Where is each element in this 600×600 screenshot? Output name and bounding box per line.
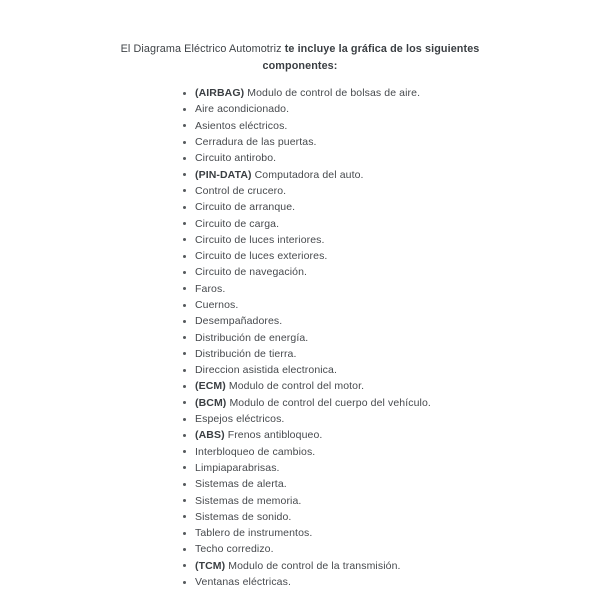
list-item <box>183 574 431 590</box>
list-item-text: Espejos eléctricos. <box>195 413 285 426</box>
list-item-bold: (PIN-DATA) <box>195 168 255 181</box>
list-item <box>183 215 431 231</box>
list-item <box>183 541 431 557</box>
list-item <box>183 166 431 182</box>
list-item-bold: (ABS) <box>195 429 228 442</box>
bullet-icon <box>183 336 186 339</box>
list-item <box>183 150 431 166</box>
list-item-text-wrap <box>195 120 287 132</box>
bullet-icon <box>183 483 186 486</box>
list-item-text-wrap <box>195 250 327 262</box>
bullet-icon <box>183 532 186 535</box>
component-list <box>183 85 431 590</box>
list-item-text: Desempañadores. <box>195 315 283 328</box>
list-item-text-wrap <box>195 169 364 181</box>
bullet-icon <box>183 173 186 176</box>
list-item <box>183 476 431 492</box>
list-item-text: Asientos eléctricos. <box>195 119 288 132</box>
bullet-icon <box>183 418 186 421</box>
list-item <box>183 558 431 574</box>
list-item-bold: (AIRBAG) <box>195 87 248 100</box>
list-item-text-wrap <box>195 234 325 246</box>
list-item <box>183 248 431 264</box>
bullet-icon <box>183 320 186 323</box>
list-item-text: Modulo de control del motor. <box>228 380 365 393</box>
list-item-text-wrap <box>195 380 364 392</box>
list-item-text-wrap <box>195 364 337 376</box>
list-item-text: Modulo de control del cuerpo del vehículo. <box>229 396 431 409</box>
list-item <box>183 183 431 199</box>
list-item <box>183 444 431 460</box>
list-item <box>183 395 431 411</box>
list-item-text: Control de crucero. <box>195 184 287 197</box>
bullet-icon <box>183 450 186 453</box>
list-item <box>183 199 431 215</box>
list-item-bold: (ECM) <box>195 380 229 393</box>
list-item <box>183 329 431 345</box>
list-item-text: Circuito de luces interiores. <box>195 233 325 246</box>
bullet-icon <box>183 287 186 290</box>
list-item-text-wrap <box>195 299 238 311</box>
list-item <box>183 134 431 150</box>
list-item-text-wrap <box>195 511 291 523</box>
list-item-text-wrap <box>195 527 312 539</box>
list-item-text: Sistemas de memoria. <box>195 494 302 507</box>
list-item-text: Limpiaparabrisas. <box>195 461 280 474</box>
list-item <box>183 297 431 313</box>
list-item-text-wrap <box>195 266 307 278</box>
list-item-bold: (TCM) <box>195 559 229 572</box>
list-item-text: Techo corredizo. <box>195 543 274 556</box>
list-item-text: Modulo de control de la transmisión. <box>228 559 401 572</box>
list-item <box>183 118 431 134</box>
list-item-text-wrap <box>195 283 225 295</box>
list-item <box>183 509 431 525</box>
bullet-icon <box>183 515 186 518</box>
bullet-icon <box>183 271 186 274</box>
list-item-text-wrap <box>195 87 420 99</box>
bullet-icon <box>183 564 186 567</box>
list-item-text-wrap <box>195 429 322 441</box>
bullet-icon <box>183 222 186 225</box>
list-item-text-wrap <box>195 413 284 425</box>
list-item-text-wrap <box>195 576 291 588</box>
list-item <box>183 525 431 541</box>
bullet-icon <box>183 499 186 502</box>
bullet-icon <box>183 157 186 160</box>
list-item <box>183 362 431 378</box>
list-item-text: Cerradura de las puertas. <box>195 136 317 149</box>
bullet-icon <box>183 369 186 372</box>
list-item-text: Aire acondicionado. <box>195 103 290 116</box>
bullet-icon <box>183 206 186 209</box>
list-item-text: Distribución de tierra. <box>195 347 297 360</box>
list-item-text: Circuito de luces exteriores. <box>195 250 328 263</box>
list-item-text-wrap <box>195 446 315 458</box>
list-item-text: Circuito de carga. <box>195 217 280 230</box>
bullet-icon <box>183 434 186 437</box>
list-item <box>183 281 431 297</box>
bullet-icon <box>183 92 186 95</box>
list-item <box>183 264 431 280</box>
bullet-icon <box>183 108 186 111</box>
bullet-icon <box>183 581 186 584</box>
list-item-text-wrap <box>195 397 431 409</box>
list-item-text: Circuito antirobo. <box>195 152 277 165</box>
list-item-text: Ventanas eléctricas. <box>195 576 291 589</box>
list-item-text-wrap <box>195 478 287 490</box>
list-item-text-wrap <box>195 185 286 197</box>
page-title-line1 <box>0 41 600 58</box>
list-item-text: Direccion asistida electronica. <box>195 364 337 377</box>
list-item-text-wrap <box>195 560 401 572</box>
list-item-text-wrap <box>195 315 282 327</box>
list-item <box>183 427 431 443</box>
bullet-icon <box>183 304 186 307</box>
list-item-text: Circuito de navegación. <box>195 266 308 279</box>
list-item-text: Frenos antibloqueo. <box>227 429 323 442</box>
bullet-icon <box>183 124 186 127</box>
list-item <box>183 313 431 329</box>
bullet-icon <box>183 548 186 551</box>
list-item-text: Tablero de instrumentos. <box>195 527 313 540</box>
list-item-text-wrap <box>195 543 274 555</box>
bullet-icon <box>183 401 186 404</box>
list-item-text: Computadora del auto. <box>254 168 364 181</box>
list-item-text: Interbloqueo de cambios. <box>195 445 316 458</box>
bullet-icon <box>183 385 186 388</box>
list-item <box>183 378 431 394</box>
list-item-text-wrap <box>195 348 297 360</box>
page-title-regular: El Diagrama Eléctrico Automotriz <box>120 43 285 55</box>
list-item <box>183 346 431 362</box>
list-item-text-wrap <box>195 201 295 213</box>
bullet-icon <box>183 141 186 144</box>
list-item-text: Cuernos. <box>195 299 239 311</box>
list-item-text: Faros. <box>195 282 226 295</box>
bullet-icon <box>183 189 186 192</box>
list-item <box>183 492 431 508</box>
list-item-bold: (BCM) <box>195 396 230 409</box>
list-item <box>183 460 431 476</box>
list-item <box>183 101 431 117</box>
bullet-icon <box>183 255 186 258</box>
page-title-line2: componentes: <box>262 60 338 72</box>
list-item-text-wrap <box>195 332 308 344</box>
bullet-icon <box>183 352 186 355</box>
list-item-text-wrap <box>195 136 317 148</box>
page-title <box>0 41 600 75</box>
list-item-text-wrap <box>195 218 279 230</box>
list-item-text: Circuito de arranque. <box>195 201 296 214</box>
list-item-text-wrap <box>195 152 276 164</box>
list-item-text: Distribución de energía. <box>195 331 309 344</box>
list-item-text-wrap <box>195 103 289 115</box>
list-item-text-wrap <box>195 462 280 474</box>
list-item <box>183 411 431 427</box>
bullet-icon <box>183 238 186 241</box>
list-item-text-wrap <box>195 495 301 507</box>
list-item <box>183 232 431 248</box>
bullet-icon <box>183 466 186 469</box>
list-item-text: Sistemas de sonido. <box>195 510 292 523</box>
list-item-text: Modulo de control de bolsas de aire. <box>247 87 421 100</box>
list-item <box>183 85 431 101</box>
list-item-text: Sistemas de alerta. <box>195 478 287 491</box>
page-title-bold: te incluye la gráfica de los siguientes <box>284 43 480 55</box>
